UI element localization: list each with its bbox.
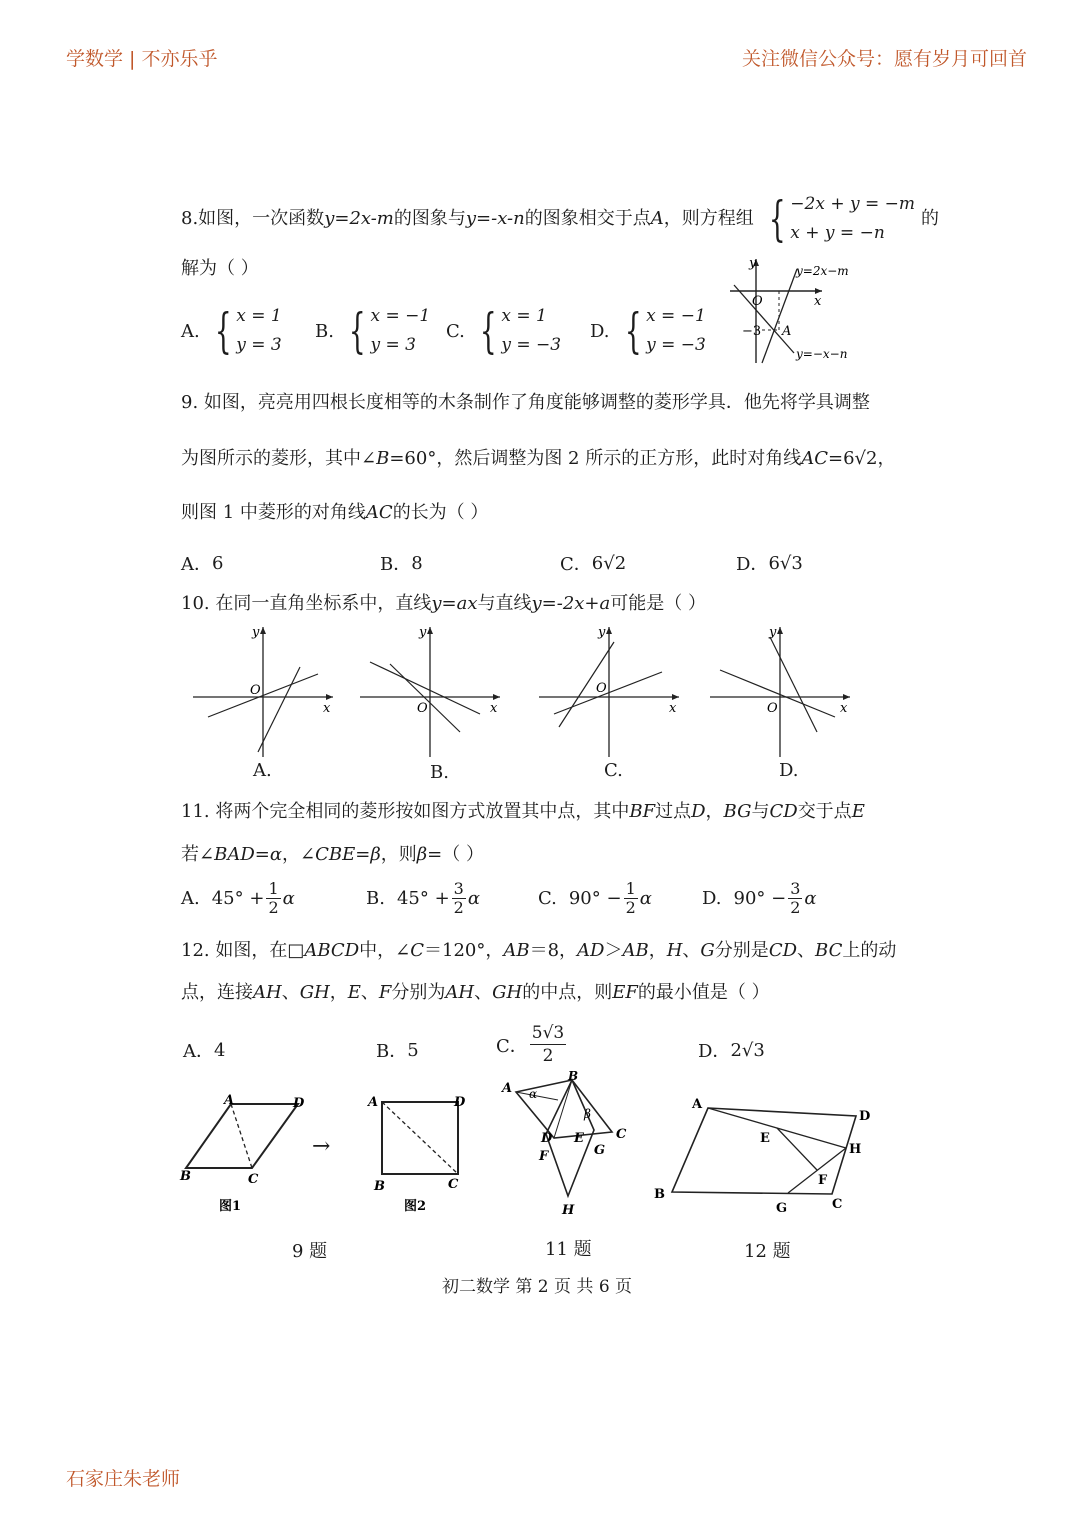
origin: O — [596, 681, 607, 696]
q11-var: CBE=β — [315, 844, 381, 865]
q12-text: ＞ — [604, 940, 623, 961]
option-label: A． — [181, 554, 212, 575]
origin: O — [767, 701, 778, 716]
option-label: C． — [560, 554, 592, 575]
q9-var: AC — [365, 502, 393, 523]
footer-watermark: 石家庄朱老师 — [66, 1468, 181, 1490]
q9-option-c[interactable] — [560, 550, 626, 576]
q11-var: D — [691, 801, 706, 822]
q9-text: =60°，然后调整为图 2 所示的正方形，此时对角线 — [389, 448, 802, 469]
q12-var: G — [700, 940, 715, 961]
q11-var: BF — [629, 801, 656, 822]
label-c: C — [832, 1197, 843, 1212]
q12-var: C — [410, 940, 424, 961]
q12-text: 中，∠ — [359, 940, 411, 961]
axis-x: x — [490, 701, 498, 716]
option-num: 3 — [453, 879, 464, 898]
q8-fig-a: A — [782, 324, 792, 339]
fig1-caption: 图1 — [219, 1199, 242, 1214]
q9-figure-caption: 9 题 — [292, 1241, 328, 1262]
label-b: B — [568, 1070, 579, 1083]
q9-text: 为图所示的菱形，其中∠ — [181, 448, 377, 469]
page-footer: 初二数学 第 2 页 共 6 页 — [442, 1277, 633, 1297]
axis-x: x — [669, 701, 677, 716]
fig2-caption: 图2 — [404, 1199, 427, 1214]
q8-text: 的 — [921, 208, 940, 229]
q12-var: F — [378, 982, 392, 1003]
option-label: B． — [380, 554, 412, 575]
option-pre: 45° + — [211, 888, 265, 909]
q8-fig-y: y — [749, 256, 757, 271]
q9-option-b[interactable] — [380, 550, 423, 576]
label-c: C — [448, 1177, 459, 1192]
q11-text: 过点 — [655, 801, 692, 822]
q11-figure — [498, 1070, 638, 1230]
label-e: E — [574, 1131, 584, 1146]
q9-line2 — [181, 446, 895, 472]
q12-text: 12. 如图，在□ — [181, 940, 305, 961]
axis-x: x — [840, 701, 848, 716]
option-label: D． — [736, 554, 769, 575]
q12-var: AB — [503, 940, 530, 961]
label-f: F — [539, 1149, 549, 1164]
q12-var: GH — [299, 982, 330, 1003]
q10-label-c: C. — [604, 760, 623, 781]
q9-text: 则图 1 中菱形的对角线 — [181, 502, 366, 523]
q12-text: 分别为 — [391, 982, 446, 1003]
option-num: 1 — [625, 879, 636, 898]
q12-var: AH — [253, 982, 282, 1003]
q9-option-a[interactable] — [181, 550, 223, 576]
option-y: y = 3 — [236, 335, 282, 355]
label-c: C — [248, 1172, 259, 1187]
option-label: D. — [702, 888, 722, 909]
q9-line3 — [181, 500, 488, 526]
label-f: F — [818, 1173, 828, 1188]
option-pre: 90° − — [568, 888, 622, 909]
q9-text: =6√2， — [828, 448, 896, 469]
q12-text: 分别是 — [714, 940, 769, 961]
q12-option-c[interactable] — [496, 1022, 568, 1067]
q10-text: 与直线 — [477, 593, 532, 614]
option-label: D． — [698, 1041, 731, 1062]
q10-graph-a[interactable] — [188, 622, 338, 762]
q12-var: H — [666, 940, 683, 961]
q11-var: BG — [723, 801, 752, 822]
q8-eq-2: x + y = −n — [790, 223, 885, 243]
q11-text: ， — [705, 801, 724, 822]
option-den: 2 — [453, 898, 464, 917]
q12-text: ， — [648, 940, 667, 961]
option-y: y = 3 — [370, 335, 416, 355]
q8-option-a[interactable]: A. { x = 1 y = 3 — [181, 303, 282, 359]
q8-text: 的图象相交于点 — [524, 208, 651, 229]
q12-figure-caption: 12 题 — [744, 1241, 791, 1262]
q12-var: AB — [622, 940, 649, 961]
q12-var: CD — [768, 940, 798, 961]
q12-text: 的最小值是（ ） — [637, 982, 770, 1003]
q10-label-d: D. — [779, 760, 799, 781]
q12-text: 点，连接 — [181, 982, 253, 1003]
header-right-watermark: 关注微信公众号：愿有岁月可回首 — [742, 48, 1028, 70]
q9-var: B — [376, 448, 390, 469]
q11-text: 若∠ — [181, 844, 215, 865]
q10-label-b: B. — [430, 762, 449, 783]
q12-option-a[interactable] — [183, 1037, 225, 1063]
option-value: 4 — [214, 1039, 226, 1061]
option-y: y = −3 — [646, 335, 706, 355]
q9-var: AC — [801, 448, 828, 469]
option-den: 2 — [790, 898, 801, 917]
q12-option-b[interactable] — [376, 1037, 419, 1063]
origin: O — [417, 701, 428, 716]
q12-var: GH — [492, 982, 523, 1003]
label-a: A — [692, 1097, 703, 1112]
option-value: 8 — [411, 552, 423, 574]
axis-y: y — [598, 625, 606, 640]
q12-line1 — [181, 938, 896, 964]
q12-text: 、 — [682, 940, 701, 961]
option-x: x = 1 — [501, 306, 547, 326]
option-label: B. — [315, 320, 334, 342]
option-var: α — [639, 888, 652, 909]
label-alpha: α — [529, 1087, 538, 1101]
label-g: G — [594, 1143, 606, 1158]
q9-figure-2 — [364, 1090, 474, 1220]
q12-text: 、 — [360, 982, 379, 1003]
option-num: 3 — [790, 879, 801, 898]
q10-graph-b[interactable] — [355, 622, 505, 762]
label-d: D — [454, 1095, 466, 1110]
q11-figure-caption: 11 题 — [545, 1239, 592, 1260]
q10-stem — [181, 591, 706, 617]
q8-text: 8.如图，一次函数 — [181, 208, 325, 229]
label-d: D — [859, 1109, 871, 1124]
option-den: 2 — [268, 898, 279, 917]
option-label: A. — [181, 888, 200, 909]
option-var: α — [467, 888, 481, 909]
q8-eq-1: −2x + y = −m — [790, 194, 916, 214]
q8-option-c[interactable]: C. { x = 1 y = −3 — [446, 303, 562, 359]
label-d: D — [293, 1096, 305, 1111]
q10-graph-d[interactable] — [705, 622, 855, 762]
option-x: x = 1 — [236, 306, 282, 326]
label-c: C — [616, 1127, 627, 1142]
q11-option-c[interactable] — [538, 880, 652, 917]
q11-option-d[interactable] — [702, 880, 817, 917]
label-b: B — [654, 1187, 665, 1202]
q8-equation-system: { −2x + y = −m x + y = −n — [768, 191, 916, 247]
q12-var: BC — [815, 940, 843, 961]
q11-option-a[interactable] — [181, 880, 295, 917]
option-x: x = −1 — [646, 306, 706, 326]
option-label: C. — [446, 320, 465, 342]
q12-var: AH — [445, 982, 475, 1003]
option-value: 2√3 — [730, 1039, 765, 1061]
q12-line2 — [181, 980, 770, 1006]
q12-var: EF — [612, 982, 638, 1003]
option-value: 6 — [212, 552, 224, 574]
q8-text: ，则方程组 — [663, 208, 754, 229]
option-label: A． — [183, 1041, 214, 1062]
axis-y: y — [252, 625, 260, 640]
q11-line2 — [181, 842, 484, 868]
q11-var: CD — [769, 801, 798, 822]
label-h: H — [849, 1142, 862, 1157]
option-value: 6√3 — [768, 552, 803, 574]
q8-point: A — [650, 208, 664, 229]
q12-text: 的中点，则 — [522, 982, 613, 1003]
q12-var: E — [347, 982, 361, 1003]
axis-y: y — [419, 625, 427, 640]
q12-option-d[interactable] — [698, 1037, 765, 1063]
q11-text: ，则 — [380, 844, 417, 865]
option-var: α — [804, 888, 817, 909]
label-beta: β — [584, 1107, 591, 1121]
q12-var: AD — [577, 940, 605, 961]
q9-figure-1 — [176, 1092, 311, 1222]
q9-line1: 9. 如图，亮亮用四根长度相等的木条制作了角度能够调整的菱形学具．他先将学具调整 — [181, 392, 870, 413]
q8-option-d[interactable]: D. { x = −1 y = −3 — [590, 303, 706, 359]
question-8-stem — [181, 190, 939, 248]
q11-var: BAD=α — [214, 844, 282, 865]
q8-option-b[interactable]: B. { x = −1 y = 3 — [315, 303, 431, 359]
q10-label-a: A. — [253, 760, 272, 781]
q8-fig-line2: y=−x−n — [796, 347, 848, 361]
label-g: G — [776, 1201, 788, 1216]
q11-text: 11. 将两个完全相同的菱形按如图方式放置其中点，其中 — [181, 801, 630, 822]
q8-figure — [722, 255, 862, 370]
option-den: 2 — [542, 1046, 554, 1066]
q12-text: ＝120°， — [424, 940, 504, 961]
q8-func-1: y=2x-m — [324, 208, 394, 229]
q10-text: 可能是（ ） — [610, 593, 706, 614]
q8-fig-minus3: −3 — [742, 324, 762, 339]
q12-text: 上的动 — [842, 940, 897, 961]
q10-graph-c[interactable] — [534, 622, 684, 762]
axis-y: y — [769, 625, 777, 640]
q9-option-d[interactable] — [736, 550, 803, 576]
q11-line1 — [181, 799, 865, 825]
option-pre: 45° + — [396, 888, 450, 909]
q11-option-b[interactable] — [366, 880, 480, 917]
q8-fig-o: O — [752, 294, 763, 309]
q11-text: =（ ） — [427, 844, 484, 865]
option-num: 5√3 — [531, 1023, 565, 1043]
origin: O — [250, 683, 261, 698]
label-a: A — [368, 1095, 379, 1110]
label-h: H — [562, 1203, 575, 1218]
label-b: B — [180, 1169, 191, 1184]
q12-var: ABCD — [304, 940, 360, 961]
arrow-icon: → — [312, 1134, 331, 1159]
q8-text: 的图象与 — [393, 208, 466, 229]
option-label: B. — [366, 888, 385, 909]
q11-text: ，∠ — [282, 844, 316, 865]
option-num: 1 — [268, 879, 279, 898]
option-den: 2 — [625, 898, 636, 917]
label-b: B — [374, 1179, 385, 1194]
q9-text: 的长为（ ） — [392, 502, 489, 523]
q8-func-2: y=-x-n — [465, 208, 525, 229]
option-y: y = −3 — [501, 335, 562, 355]
option-value: 6√2 — [591, 552, 627, 574]
q12-text: ， — [329, 982, 348, 1003]
option-x: x = −1 — [370, 306, 431, 326]
label-a: A — [224, 1093, 235, 1108]
header-left-watermark: 学数学 | 不亦乐乎 — [66, 48, 218, 70]
option-var: α — [282, 888, 295, 909]
option-label: D. — [590, 320, 610, 342]
q11-text: 与 — [751, 801, 770, 822]
q11-var: β — [416, 844, 428, 865]
option-value: 5 — [407, 1039, 419, 1061]
label-a: A — [502, 1081, 513, 1096]
option-pre: 90° − — [733, 888, 787, 909]
label-e: E — [760, 1131, 770, 1146]
q10-func-1: y=ax — [431, 593, 478, 614]
q8-line2: 解为（ ） — [181, 258, 259, 279]
option-label: C． — [496, 1035, 528, 1057]
q11-text: 交于点 — [797, 801, 852, 822]
q12-text: 、 — [474, 982, 493, 1003]
axis-x: x — [323, 701, 331, 716]
option-label: A. — [181, 320, 200, 342]
q10-func-2: y=-2x+a — [531, 593, 611, 614]
label-d: D — [541, 1131, 553, 1146]
option-label: B． — [376, 1041, 408, 1062]
q10-text: 10. 在同一直角坐标系中，直线 — [181, 593, 432, 614]
option-label: C. — [538, 888, 557, 909]
q8-fig-line1: y=2x−m — [796, 264, 849, 278]
q11-var: E — [851, 801, 865, 822]
q12-text: ＝8， — [529, 940, 578, 961]
q12-text: 、 — [797, 940, 816, 961]
q12-figure — [650, 1090, 880, 1220]
q12-text: 、 — [281, 982, 300, 1003]
q8-fig-x: x — [814, 294, 822, 309]
